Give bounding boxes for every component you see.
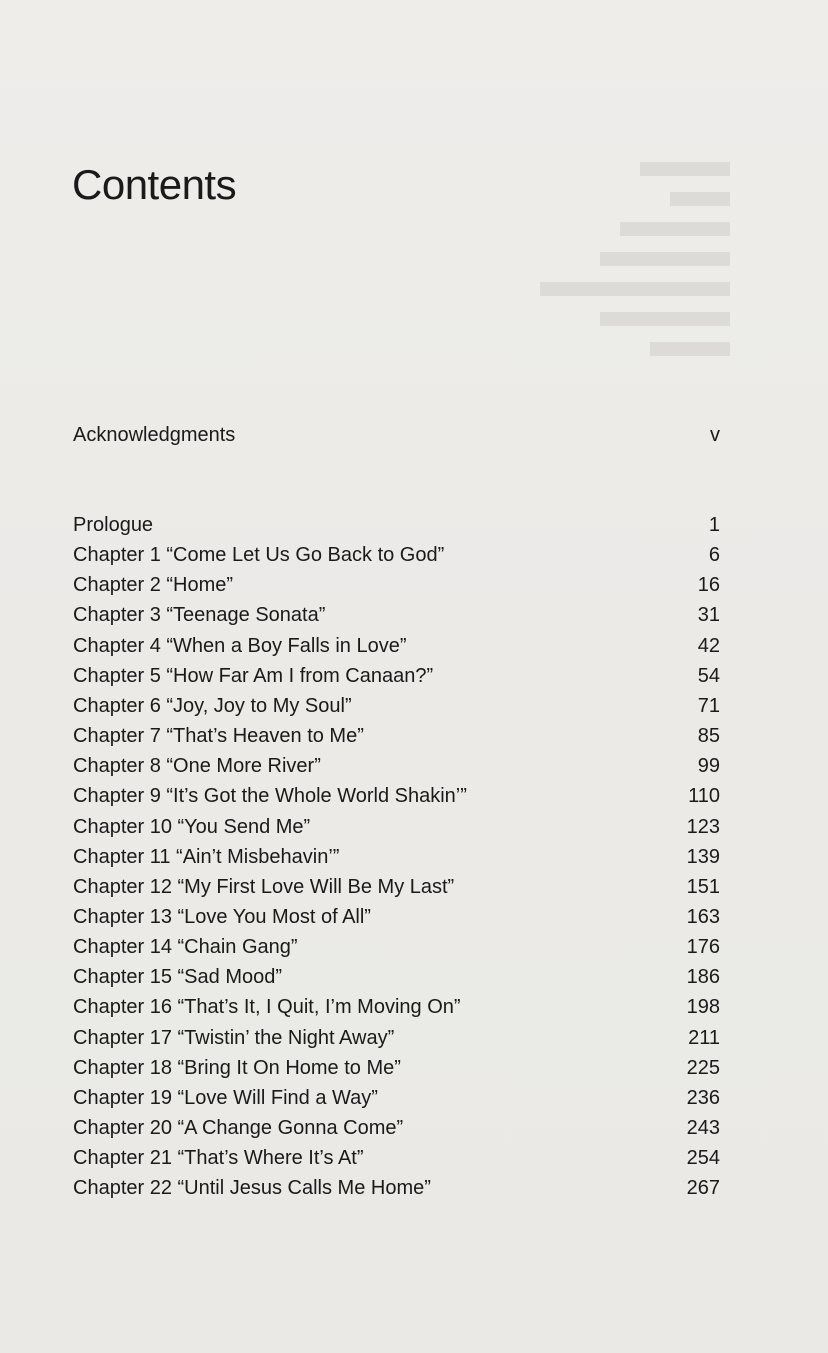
toc-entry-page-number: 16 — [697, 574, 720, 596]
toc-entry — [73, 1116, 720, 1140]
toc-entry-page-number: 176 — [686, 936, 720, 958]
toc-entry — [73, 754, 720, 778]
toc-entry-title: Chapter 3 “Teenage Sonata” — [73, 604, 326, 626]
toc-entry — [73, 1146, 720, 1170]
toc-entry-title: Chapter 7 “That’s Heaven to Me” — [73, 725, 364, 747]
toc-entry-title: Chapter 12 “My First Love Will Be My Last” — [73, 876, 455, 898]
toc-entry-page-number: 6 — [708, 544, 720, 566]
toc-entry-title: Chapter 16 “That’s It, I Quit, I’m Moving On” — [73, 996, 461, 1018]
toc-entry-title: Chapter 8 “One More River” — [73, 755, 321, 777]
toc-entry-page-number: 211 — [688, 1027, 720, 1049]
toc-entry-page-number: 71 — [697, 695, 720, 717]
toc-entry-title: Chapter 17 “Twistin’ the Night Away” — [73, 1027, 395, 1049]
toc-entry — [73, 1056, 720, 1080]
toc-entry-title: Chapter 5 “How Far Am I from Canaan?” — [73, 665, 434, 687]
toc-entry — [73, 724, 720, 748]
toc-entry-page-number: 42 — [697, 635, 720, 657]
toc-entry-page-number: 236 — [686, 1087, 720, 1109]
toc-entry-title: Chapter 4 “When a Boy Falls in Love” — [73, 635, 407, 657]
toc-entry-page-number: 225 — [686, 1057, 720, 1079]
toc-entry — [73, 423, 720, 447]
toc-entry-page-number: 1 — [708, 514, 720, 536]
toc-entry-title: Prologue — [73, 514, 154, 536]
toc-entry-title: Chapter 1 “Come Let Us Go Back to God” — [73, 544, 445, 566]
toc-entry — [73, 634, 720, 658]
toc-entry-title: Chapter 20 “A Change Gonna Come” — [73, 1117, 404, 1139]
toc-entry — [73, 664, 720, 688]
toc-entry-page-number: 151 — [686, 876, 720, 898]
toc-entry-title: Chapter 6 “Joy, Joy to My Soul” — [73, 695, 352, 717]
toc-entry-title: Chapter 15 “Sad Mood” — [73, 966, 283, 988]
show-through — [470, 150, 730, 360]
toc-entry-title: Chapter 11 “Ain’t Misbehavin’” — [73, 846, 340, 868]
toc-entry — [73, 1086, 720, 1110]
toc-entry-page-number: 99 — [697, 755, 720, 777]
toc-entry-page-number: 163 — [686, 906, 720, 928]
toc-entry-title: Chapter 18 “Bring It On Home to Me” — [73, 1057, 401, 1079]
toc-entry-title: Acknowledgments — [73, 424, 236, 446]
toc-entry — [73, 694, 720, 718]
toc-entry-title: Chapter 21 “That’s Where It’s At” — [73, 1147, 364, 1169]
toc-entry — [73, 815, 720, 839]
toc-entry-page-number: 267 — [686, 1177, 720, 1199]
toc-entry — [73, 995, 720, 1019]
toc-entry-page-number: 123 — [686, 816, 720, 838]
toc-entry-page-number: 54 — [697, 665, 720, 687]
toc-entry-title: Chapter 19 “Love Will Find a Way” — [73, 1087, 378, 1109]
toc-entry-title: Chapter 9 “It’s Got the Whole World Shakin’” — [73, 785, 467, 807]
toc-entry — [73, 875, 720, 899]
toc-entry-page-number: v — [710, 424, 720, 446]
show-through-lines — [470, 150, 730, 360]
toc-entry — [73, 845, 720, 869]
toc-entry — [73, 784, 720, 808]
toc-entry — [73, 1026, 720, 1050]
toc-entry — [73, 905, 720, 929]
toc-entry-page-number: 186 — [686, 966, 720, 988]
toc-entry — [73, 573, 720, 597]
toc-entry-title: Chapter 2 “Home” — [73, 574, 234, 596]
toc-entry-title: Chapter 22 “Until Jesus Calls Me Home” — [73, 1177, 431, 1199]
toc-entry-page-number: 139 — [686, 846, 720, 868]
page-title: Contents — [72, 161, 237, 208]
toc-entry-page-number: 254 — [686, 1147, 720, 1169]
toc-entry — [73, 965, 720, 989]
toc-entry-page-number: 110 — [688, 785, 720, 807]
toc-entry — [73, 513, 720, 537]
toc-entry-page-number: 243 — [686, 1117, 720, 1139]
toc-entry-title: Chapter 13 “Love You Most of All” — [73, 906, 371, 928]
toc-entry — [73, 1176, 720, 1200]
toc-entry — [73, 543, 720, 567]
toc-entry-page-number: 198 — [686, 996, 720, 1018]
toc-entry — [73, 935, 720, 959]
toc-entry-page-number: 31 — [697, 604, 720, 626]
toc-entry-page-number: 85 — [697, 725, 720, 747]
toc-entry-title: Chapter 10 “You Send Me” — [73, 816, 311, 838]
toc-entry — [73, 603, 720, 627]
toc-entry-title: Chapter 14 “Chain Gang” — [73, 936, 298, 958]
